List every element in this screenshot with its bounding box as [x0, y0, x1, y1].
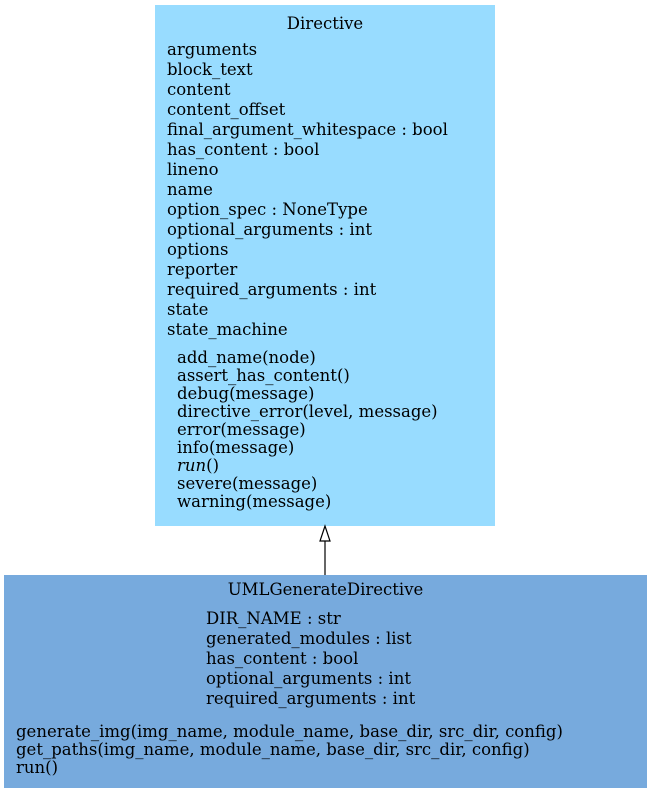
attribute-line: option_spec : NoneType: [167, 200, 368, 219]
inheritance-arrowhead: [320, 526, 330, 541]
method-params: (): [206, 456, 220, 475]
umlgeneratedirective-methods: [16, 723, 563, 777]
attribute-line: final_argument_whitespace : bool: [167, 120, 448, 139]
class-name-directive: Directive: [286, 14, 364, 33]
attribute-line: DIR_NAME : str: [206, 609, 341, 628]
umlgeneratedirective-attributes: [206, 609, 415, 709]
attribute-line: has_content : bool: [206, 649, 359, 668]
attribute-line: state: [167, 300, 209, 319]
method-line: add_name(node): [177, 348, 316, 367]
method-line: directive_error(level, message): [177, 402, 438, 421]
method-line: severe(message): [177, 474, 318, 493]
attribute-line: required_arguments : int: [206, 689, 416, 708]
method-line: error(message): [177, 420, 306, 439]
method-line: run(): [16, 758, 59, 777]
attribute-line: options: [167, 240, 229, 259]
method-line: get_paths(img_name, module_name, base_dir, src_dir, config): [16, 740, 530, 759]
attribute-line: required_arguments : int: [167, 280, 377, 299]
attribute-line: content: [167, 80, 231, 99]
attribute-line: lineno: [167, 160, 219, 179]
attribute-line: content_offset: [167, 100, 286, 119]
class-name-umlgeneratedirective: UMLGenerateDirective: [227, 580, 424, 599]
attribute-line: state_machine: [167, 320, 288, 339]
method-line: warning(message): [177, 492, 332, 511]
attribute-line: reporter: [167, 260, 238, 279]
method-line: info(message): [177, 438, 295, 457]
attribute-line: block_text: [167, 60, 253, 79]
method-name: run: [177, 456, 207, 475]
class-umlgeneratedirective: [4, 575, 647, 788]
method-line: generate_img(img_name, module_name, base_dir, src_dir, config): [16, 722, 563, 741]
attribute-line: generated_modules : list: [206, 629, 412, 648]
attribute-line: optional_arguments : int: [167, 220, 372, 239]
method-line: assert_has_content(): [177, 366, 350, 385]
method-line: debug(message): [177, 384, 315, 403]
attribute-line: arguments: [167, 40, 258, 59]
attribute-line: optional_arguments : int: [206, 669, 411, 688]
attribute-line: has_content : bool: [167, 140, 320, 159]
attribute-line: name: [167, 180, 213, 199]
